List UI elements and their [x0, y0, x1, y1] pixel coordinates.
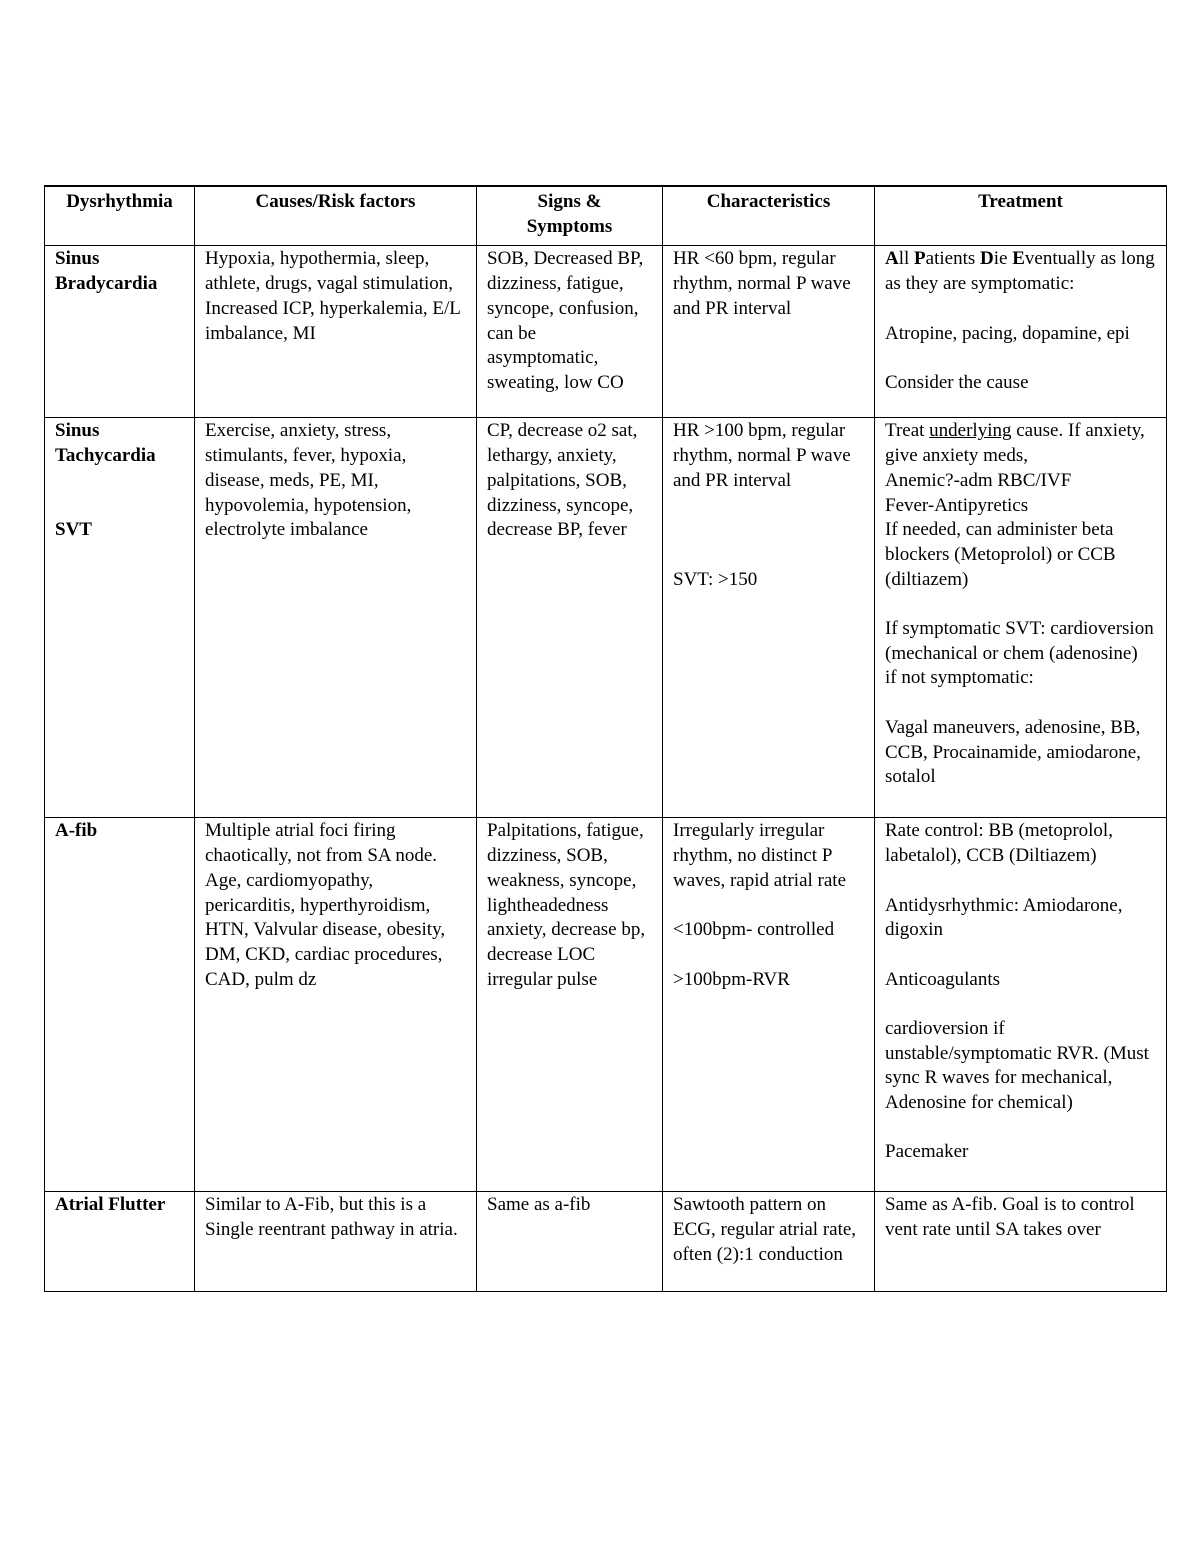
treatment-text: Treat: [885, 420, 930, 442]
characteristics-line: >100bpm-RVR: [673, 968, 790, 990]
row-treatment: Same as A-fib. Goal is to control vent rate until SA takes over: [875, 1192, 1167, 1292]
mnemonic-word: ie: [993, 248, 1013, 270]
treatment-mnemonic: [885, 247, 1160, 296]
treatment-line: Antidysrhythmic: Amiodarone, digoxin: [885, 894, 1128, 941]
mnemonic-word: ventually as long as they are symptomatic:: [885, 248, 1160, 295]
row-characteristics: HR <60 bpm, regular rhythm, normal P wave and PR interval: [663, 246, 875, 418]
row-treatment: [875, 418, 1167, 818]
treatment-line: Consider the cause: [885, 371, 1029, 393]
treatment-underlined: underlying: [929, 420, 1012, 442]
row-characteristics: [663, 818, 875, 1192]
treatment-line: Anemic?-adm RBC/IVF: [885, 469, 1072, 491]
table-row: [45, 418, 1167, 818]
row-causes: Exercise, anxiety, stress, stimulants, fever, hypoxia, disease, meds, PE, MI, hypovolemia, hypotension, electrolyte imbalance: [195, 418, 477, 818]
row-characteristics: Sawtooth pattern on ECG, regular atrial rate, often (2):1 conduction: [663, 1192, 875, 1292]
header-characteristics: Characteristics: [663, 186, 875, 246]
header-causes: Causes/Risk factors: [195, 186, 477, 246]
mnemonic-letter: E: [1012, 248, 1025, 270]
mnemonic-letter: A: [885, 248, 899, 270]
row-signs: CP, decrease o2 sat, lethargy, anxiety, palpitations, SOB, dizziness, syncope, decrease BP, fever: [477, 418, 663, 818]
row-name: A-fib: [45, 818, 195, 1192]
treatment-line: If needed, can administer beta blockers (Metoprolol) or CCB (diltiazem): [885, 519, 1121, 590]
treatment-line: [885, 419, 1156, 468]
row-name: [45, 418, 195, 818]
dysrhythmia-table: [44, 185, 1167, 1292]
treatment-line: If symptomatic SVT: cardioversion (mechanical or chem (adenosine): [885, 618, 1159, 664]
treatment-line: Anticoagulants: [885, 968, 1001, 990]
characteristics-line: SVT: >150: [673, 568, 758, 590]
row-signs: Same as a-fib: [477, 1192, 663, 1292]
row-name-secondary: SVT: [55, 519, 92, 541]
treatment-line: Vagal maneuvers, adenosine, BB, CCB, Procainamide, amiodarone, sotalol: [885, 716, 1146, 788]
treatment-line: Fever-Antipyretics: [885, 494, 1029, 516]
table-row: [45, 818, 1167, 1192]
characteristics-line: <100bpm- controlled: [673, 919, 835, 941]
header-signs: Signs & Symptoms: [477, 186, 663, 246]
table-row: [45, 1192, 1167, 1292]
treatment-line: Atropine, pacing, dopamine, epi: [885, 322, 1130, 344]
mnemonic-word: atients: [925, 248, 981, 270]
mnemonic-word: ll: [898, 248, 915, 270]
row-name: Atrial Flutter: [45, 1192, 195, 1292]
row-treatment: [875, 818, 1167, 1192]
row-causes: Hypoxia, hypothermia, sleep, athlete, drugs, vagal stimulation, Increased ICP, hyperkalemia, E/L imbalance, MI: [195, 246, 477, 418]
row-name-primary: Sinus Tachycardia: [55, 420, 156, 467]
header-treatment: Treatment: [875, 186, 1167, 246]
characteristics-line: HR >100 bpm, regular rhythm, normal P wave and PR interval: [673, 420, 856, 491]
mnemonic-letter: D: [980, 248, 994, 270]
row-characteristics: [663, 418, 875, 818]
row-signs: SOB, Decreased BP, dizziness, fatigue, syncope, confusion, can be asymptomatic, sweating, low CO: [477, 246, 663, 418]
treatment-line: Rate control: BB (metoprolol, labetalol), CCB (Diltiazem): [885, 820, 1118, 867]
characteristics-line: Irregularly irregular rhythm, no distinct P waves, rapid atrial rate: [673, 820, 847, 891]
row-signs: Palpitations, fatigue, dizziness, SOB, weakness, syncope, lightheadedness anxiety, decrease bp, decrease LOC irregular pulse: [477, 818, 663, 1192]
table-row: [45, 246, 1167, 418]
treatment-line: if not symptomatic:: [885, 667, 1034, 689]
row-name: Sinus Bradycardia: [45, 246, 195, 418]
treatment-text: cause. If anxiety, give anxiety meds,: [885, 420, 1150, 467]
row-treatment: [875, 246, 1167, 418]
header-dysrhythmia: Dysrhythmia: [45, 186, 195, 246]
treatment-line: cardioversion if unstable/symptomatic RVR. (Must sync R waves for mechanical, Adenosine for chemical): [885, 1017, 1154, 1114]
mnemonic-letter: P: [914, 248, 926, 270]
row-causes: Similar to A-Fib, but this is a Single reentrant pathway in atria.: [195, 1192, 477, 1292]
row-causes: Multiple atrial foci firing chaotically, not from SA node. Age, cardiomyopathy, pericarditis, hyperthyroidism, HTN, Valvular disease, obesity, DM, CKD, cardiac procedures, CAD, pulm dz: [195, 818, 477, 1192]
table-header-row: [45, 186, 1167, 246]
treatment-line: Pacemaker: [885, 1141, 969, 1163]
